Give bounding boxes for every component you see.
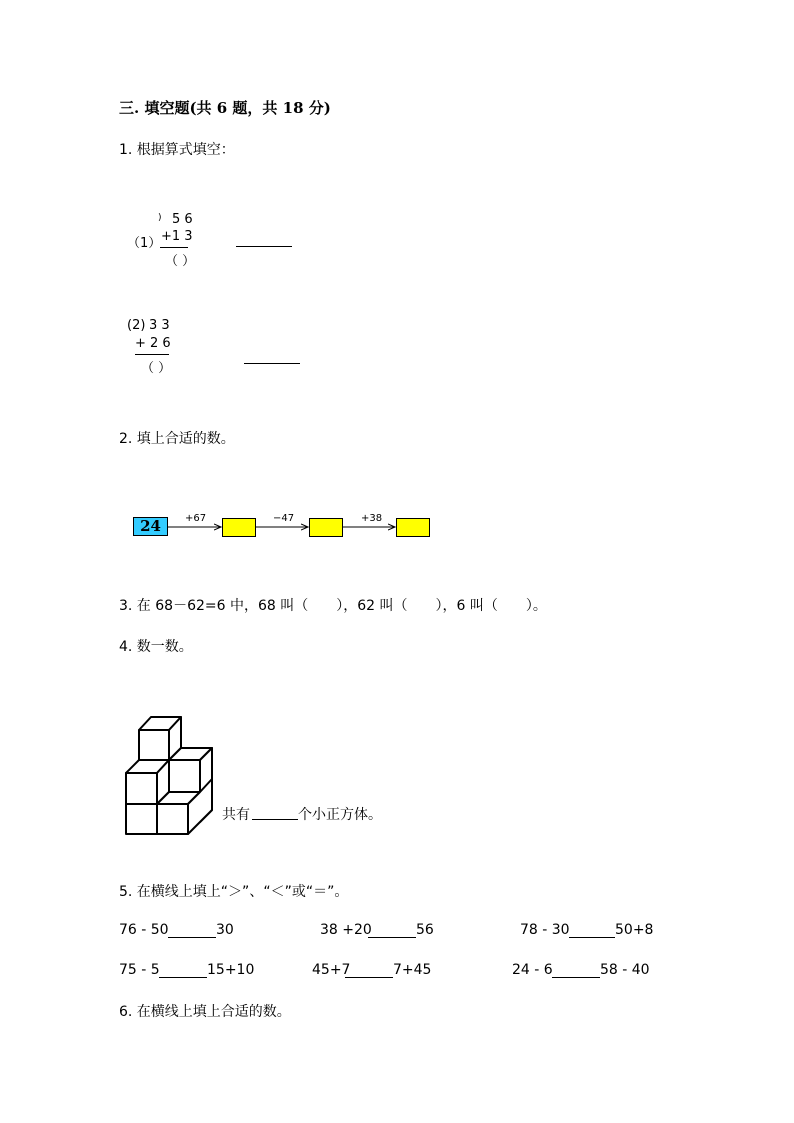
sum-parentheses: （ ） xyxy=(165,254,196,269)
comparison-blank[interactable] xyxy=(345,977,393,978)
comparison-left: 78 - 30 xyxy=(520,922,570,938)
question-5-prompt: 5. 在横线上填上“＞”、“＜”或“＝”。 xyxy=(119,884,349,900)
comparison-right: 58 - 40 xyxy=(600,962,650,978)
comparison-right: 15+10 xyxy=(207,962,255,978)
comparison-right: 50+8 xyxy=(615,922,654,938)
operation-label: +38 xyxy=(361,513,383,524)
answer-box-1[interactable] xyxy=(222,518,256,537)
addend-top: 3 3 xyxy=(149,318,170,333)
comparison-blank[interactable] xyxy=(159,977,207,978)
operation-label: −47 xyxy=(273,513,295,524)
cube-face xyxy=(126,804,157,834)
comparison-blank[interactable] xyxy=(168,937,216,938)
section-title: 三. 填空题(共 6 题，共 18 分) xyxy=(119,99,331,117)
cube-face xyxy=(169,760,200,792)
comparison-right: 56 xyxy=(416,922,434,938)
answer-box-2[interactable] xyxy=(309,518,343,537)
question-6-prompt: 6. 在横线上填上合适的数。 xyxy=(119,1004,291,1020)
comparison-blank[interactable] xyxy=(569,937,615,938)
question-1-prompt: 1. 根据算式填空： xyxy=(119,142,235,158)
addend-top: 5 6 xyxy=(172,212,193,227)
comparison-left: 24 - 6 xyxy=(512,962,553,978)
count-sentence-start: 共有 xyxy=(222,807,250,823)
question-2-prompt: 2. 填上合适的数。 xyxy=(119,431,235,447)
question-4-prompt: 4. 数一数。 xyxy=(119,639,193,655)
cube-face xyxy=(126,773,157,804)
cube-face xyxy=(139,730,169,760)
addend-bottom: + 2 6 xyxy=(135,336,171,351)
question-3-text: 3. 在 68－62=6 中，68 叫（ ），62 叫（ ），6 叫（ ）。 xyxy=(119,598,547,614)
comparison-blank[interactable] xyxy=(368,937,416,938)
problem-label: (2) xyxy=(127,318,146,333)
answer-box-3[interactable] xyxy=(396,518,430,537)
operation-label: +67 xyxy=(185,513,207,524)
comparison-left: 76 - 50 xyxy=(119,922,169,938)
bracket-mark: ) xyxy=(158,213,162,223)
cube-face xyxy=(157,804,188,834)
start-number-box: 24 xyxy=(133,517,168,536)
comparison-left: 75 - 5 xyxy=(119,962,160,978)
count-answer-blank[interactable] xyxy=(252,819,298,820)
comparison-left: 45+7 xyxy=(312,962,351,978)
comparison-right: 30 xyxy=(216,922,234,938)
comparison-right: 7+45 xyxy=(393,962,432,978)
cube-stack-figure xyxy=(120,712,220,840)
addend-bottom: +1 3 xyxy=(161,229,193,244)
comparison-blank[interactable] xyxy=(552,977,600,978)
comparison-left: 38 +20 xyxy=(320,922,372,938)
count-sentence-end: 个小正方体。 xyxy=(298,807,382,823)
sum-parentheses: （ ） xyxy=(141,361,172,376)
problem-label: （1） xyxy=(127,236,162,251)
